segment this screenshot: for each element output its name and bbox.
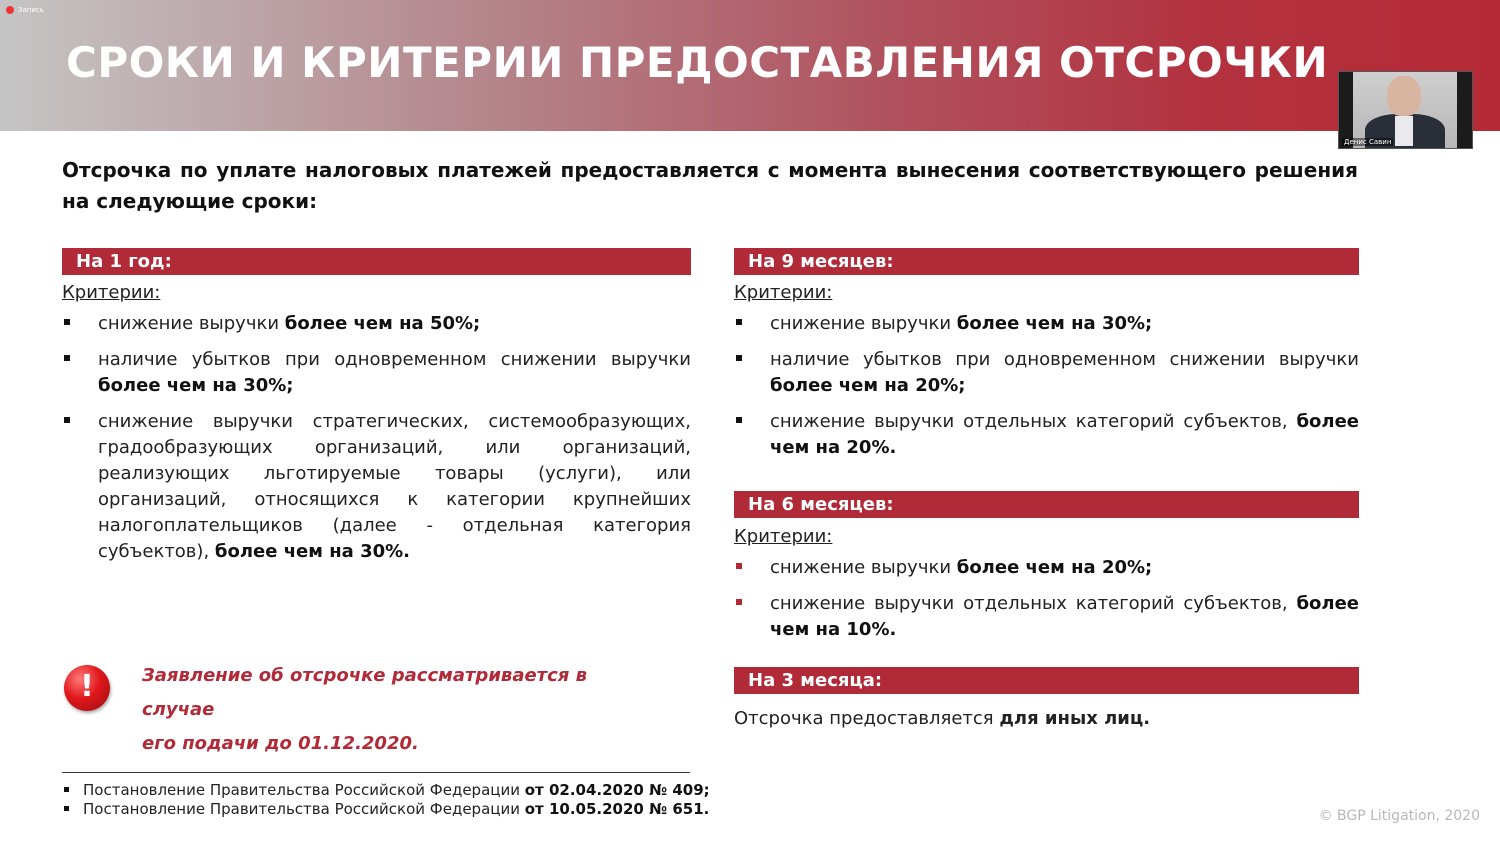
bullet-icon [64,417,70,423]
reference-item: Постановление Правительства Российской Федерации от 10.05.2020 № 651. [62,800,702,819]
bullet-icon [64,806,69,811]
section-header-1-year: На 1 год: [62,248,691,275]
criteria-list-6-months [734,555,1359,653]
section-header-9-months: На 9 месяцев: [734,248,1359,275]
list-item: снижение выручки стратегических, системообразующих, градообразующих организаций, или организаций, реализующих льготируемые товары (услуги), или организаций, относящихся к категории крупнейших налогоплательщиков (далее - отдельная категория субъектов), более чем на 30%. [62,409,691,565]
bullet-icon [64,787,69,792]
bullet-icon [64,355,70,361]
section-header-3-months: На 3 месяца: [734,667,1359,694]
list-item: снижение выручки отдельных категорий субъектов, более чем на 10%. [734,591,1359,643]
bullet-icon [64,319,70,325]
criteria-label-1-year: Критерии: [62,282,161,303]
criteria-list-1-year [62,311,691,575]
slide-title: СРОКИ И КРИТЕРИИ ПРЕДОСТАВЛЕНИЯ ОТСРОЧКИ [66,38,1329,87]
list-item: снижение выручки отдельных категорий субъектов, более чем на 20%. [734,409,1359,461]
bullet-icon [736,563,742,569]
bullet-icon [736,355,742,361]
list-item: снижение выручки более чем на 30%; [734,311,1359,337]
footnote-divider [62,772,690,773]
three-months-text: Отсрочка предоставляется для иных лиц. [734,708,1151,729]
criteria-list-9-months [734,311,1359,471]
participant-avatar-head [1387,76,1421,116]
criteria-label-9-months: Критерии: [734,282,833,303]
record-dot-icon [6,6,14,14]
bullet-icon [736,417,742,423]
exclamation-icon: ! [64,665,110,711]
participant-video-thumbnail[interactable] [1338,71,1473,149]
participant-name: Денис Савин [1344,138,1392,146]
deadline-notice-line-2: его подачи до 01.12.2020. [142,733,419,754]
bullet-icon [736,599,742,605]
section-header-6-months: На 6 месяцев: [734,491,1359,518]
reference-item: Постановление Правительства Российской Федерации от 02.04.2020 № 409; [62,781,702,800]
recording-indicator [6,6,44,14]
intro-text: Отсрочка по уплате налоговых платежей предоставляется с момента вынесения соответствующего решения на следующие сроки: [62,158,1358,213]
recording-label: Запись [18,6,44,14]
bullet-icon [736,319,742,325]
copyright: © BGP Litigation, 2020 [1318,808,1480,824]
references-list [62,781,710,819]
deadline-notice [142,659,662,761]
title-banner [0,0,1500,131]
list-item: наличие убытков при одновременном снижении выручки более чем на 20%; [734,347,1359,399]
list-item: снижение выручки более чем на 20%; [734,555,1359,581]
list-item: снижение выручки более чем на 50%; [62,311,691,337]
criteria-label-6-months: Критерии: [734,526,833,547]
deadline-notice-line-1: Заявление об отсрочке рассматривается в случае [142,665,587,720]
list-item: наличие убытков при одновременном снижении выручки более чем на 30%; [62,347,691,399]
